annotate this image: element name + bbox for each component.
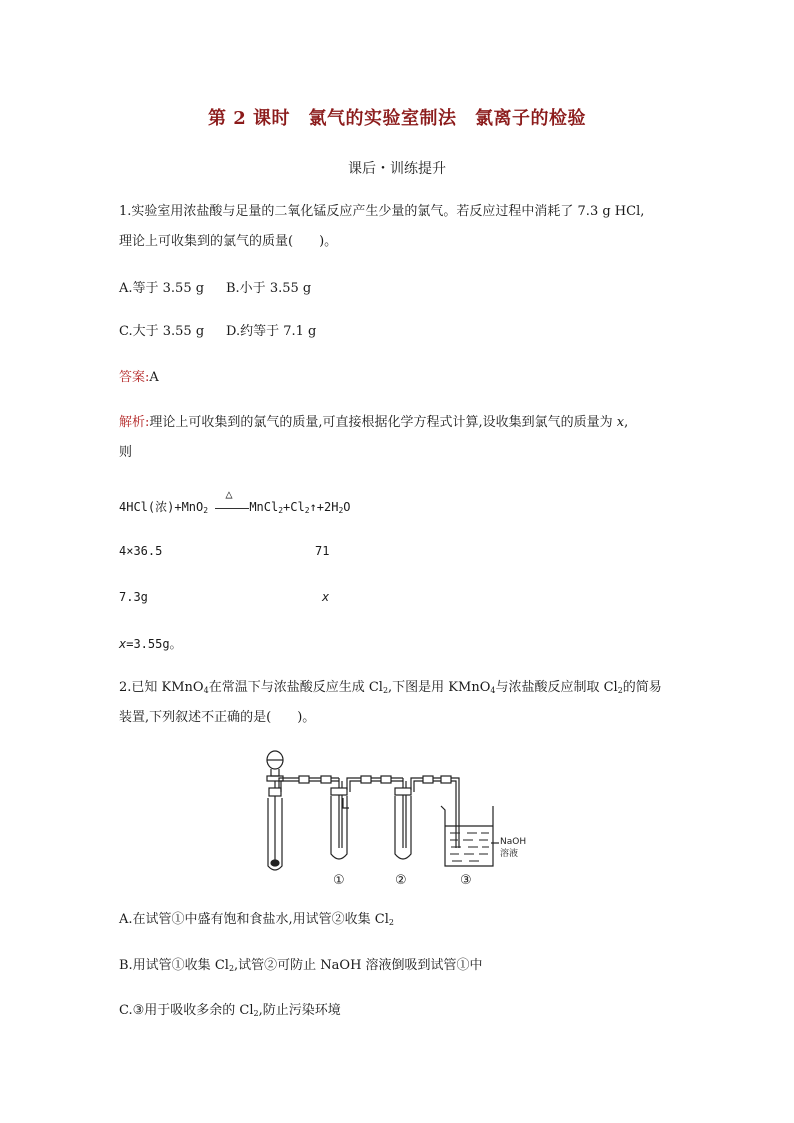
chemical-equation — [119, 486, 351, 515]
calc-row1-right: 71 — [315, 544, 330, 558]
analysis-text: 理论上可收集到的氯气的质量,可直接根据化学方程式计算,设收集到氯气的质量为 — [149, 415, 613, 430]
q2-option-c-text: C.③用于吸收多余的 Cl — [119, 1003, 254, 1018]
sub: 2 — [253, 1009, 259, 1018]
label-1: ① — [333, 873, 345, 888]
q2-text: 与浓盐酸反应制取 Cl — [495, 680, 618, 695]
eq-sub: 2 — [304, 506, 310, 515]
q2-option-b-text: ,试管②可防止 NaOH 溶液倒吸到试管①中 — [234, 958, 483, 973]
calc-row1-left: 4×36.5 — [119, 544, 163, 558]
sub: 4 — [203, 686, 209, 695]
sub: 2 — [228, 964, 235, 973]
q1-option-b: B.小于 3.55 g — [226, 281, 312, 296]
q2-option-c — [119, 1002, 341, 1020]
q2-option-a — [119, 911, 394, 929]
calc-row2-left: 7.3g — [119, 590, 148, 604]
eq-reactants: 4HCl(浓)+MnO — [119, 500, 204, 514]
sub: 2 — [388, 918, 394, 927]
q2-stem-line1 — [119, 679, 662, 697]
apparatus-figure — [255, 748, 545, 893]
answer-value: A — [149, 370, 159, 385]
eq-sub: 2 — [338, 506, 344, 515]
label-3: ③ — [460, 873, 472, 888]
q1-option-a: A.等于 3.55 g — [119, 281, 205, 296]
page-title: 第 2 课时 氯气的实验室制法 氯离子的检验 — [207, 108, 587, 129]
q2-text: 2.已知 KMnO — [119, 680, 204, 695]
q2-option-c-text: ,防止污染环境 — [258, 1003, 341, 1018]
section-subtitle: 课后・训练提升 — [348, 161, 446, 177]
q1-option-d: D.约等于 7.1 g — [226, 324, 317, 339]
eq-product-1: MnCl — [249, 500, 279, 514]
q2-text: 的简易 — [622, 680, 662, 695]
q1-analysis-line1 — [119, 414, 628, 432]
q1-stem-line2: 理论上可收集到的氯气的质量( )。 — [119, 234, 338, 249]
sub: 4 — [490, 686, 496, 695]
analysis-variable: x — [616, 415, 625, 430]
q2-stem-line2: 装置,下列叙述不正确的是( )。 — [119, 710, 316, 725]
eq-product-2: +Cl — [283, 500, 305, 514]
q1-option-c: C.大于 3.55 g — [119, 324, 205, 339]
calc-result — [119, 635, 182, 652]
analysis-label: 解析: — [119, 415, 150, 430]
label-2: ② — [395, 873, 407, 888]
eq-sub: 2 — [203, 506, 209, 515]
eq-product-3: ↑+2H — [309, 500, 339, 514]
heat-symbol: △ — [225, 486, 233, 501]
q2-option-b-text: B.用试管①收集 Cl — [119, 958, 229, 973]
result-value: =3.55g。 — [126, 637, 182, 651]
sub: 2 — [382, 686, 389, 695]
eq-product-4: O — [343, 500, 351, 514]
answer-label: 答案: — [119, 370, 150, 385]
beaker — [441, 806, 493, 866]
analysis-comma: , — [624, 415, 629, 430]
q1-analysis-line2: 则 — [119, 445, 133, 460]
q2-option-b — [119, 957, 483, 975]
reaction-arrow — [215, 486, 249, 515]
calc-row2-right: x — [322, 590, 330, 604]
q2-text: 在常温下与浓盐酸反应生成 Cl — [208, 680, 383, 695]
q2-option-a-text: A.在试管①中盛有饱和食盐水,用试管②收集 Cl — [119, 912, 389, 927]
q1-answer — [119, 369, 159, 387]
q2-text: ,下图是用 KMnO — [388, 680, 491, 695]
naoh-label: NaOH — [500, 837, 527, 847]
q1-stem-line1: 1.实验室用浓盐酸与足量的二氧化锰反应产生少量的氯气。若反应过程中消耗了 7.3 g HCl, — [119, 204, 645, 219]
sub: 2 — [617, 686, 623, 695]
result-variable: x — [119, 637, 127, 651]
eq-sub: 2 — [278, 506, 284, 515]
solution-label: 溶液 — [500, 849, 519, 859]
